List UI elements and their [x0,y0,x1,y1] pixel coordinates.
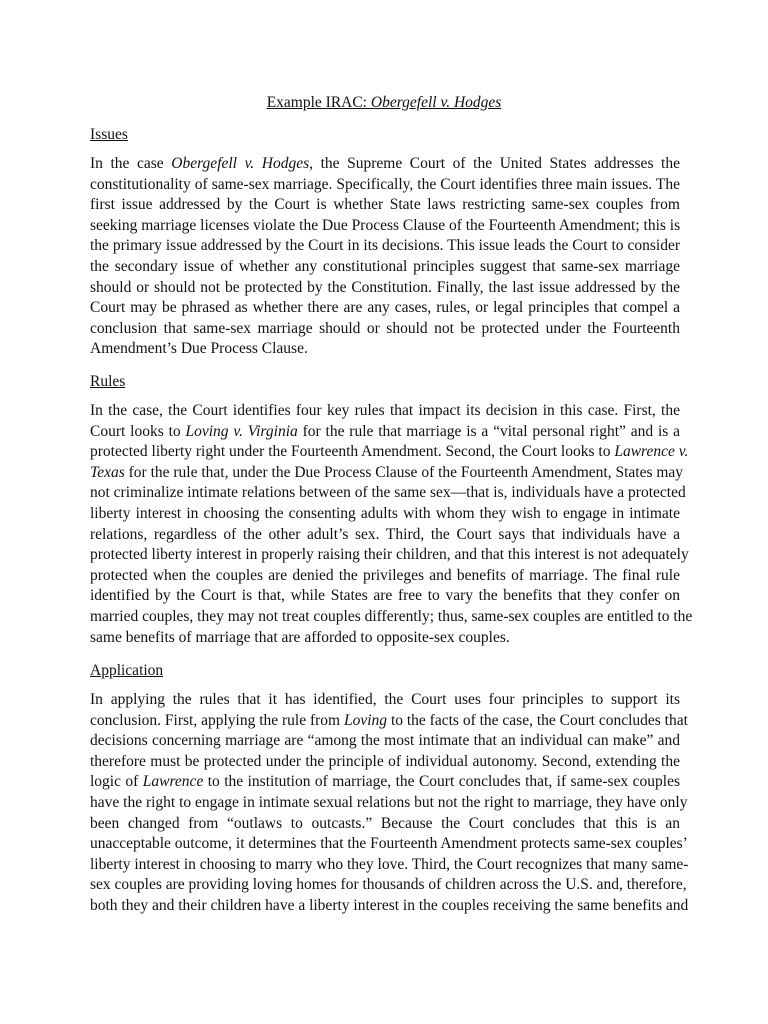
text-run: , the Supreme Court of the United States addresses the [309,155,680,172]
text-run: same benefits of marriage that are afforded to opposite-sex couples. [90,628,510,646]
paragraph-line [90,298,680,319]
paragraph-line [90,814,680,835]
paragraph-line [90,525,680,546]
text-run: logic of [90,773,143,791]
text-run: Court may be phrased as whether there are any cases, rules, or legal principles that compel a [90,299,680,317]
text-run: the secondary issue of whether any constitutional principles suggest that same-sex marriage [90,257,680,275]
text-run: therefore must be protected under the principle of individual autonomy. Second, extending the [90,752,680,770]
text-run: to the institution of marriage, the Court concludes that, if same-sex couples [203,773,680,791]
text-run: for the rule that, under the Due Process Clause of the Fourteenth Amendment, States may [124,463,684,481]
italic-case-name: Lawrence v. [614,443,689,461]
document-title [0,93,768,113]
text-run: constitutionality of same-sex marriage. Specifically, the Court identifies three main issues. The [90,175,680,193]
text-run: liberty interest in choosing the consenting adults with whom they wish to engage in intimate [90,504,680,522]
italic-case-name: Texas [90,463,125,481]
paragraph-line [90,731,680,752]
paragraph-line [90,690,680,711]
text-run: In the case, the Court identifies four key rules that impact its decision in this case. First, the [90,402,680,419]
text-run: liberty interest in choosing to marry who they love. Third, the Court recognizes that many same- [90,855,689,873]
paragraph-line [90,711,688,732]
italic-case-name: Obergefell v. Hodges [171,155,310,172]
text-run: married couples, they may not treat couples differently; thus, same-sex couples are entitled to the [90,607,693,625]
paragraph-line [90,772,680,793]
paragraph-line [90,319,680,340]
text-run: Court looks to [90,422,186,440]
text-run: both they and their children have a liberty interest in the couples receiving the same benefits and [90,896,689,914]
paragraph-line [90,586,680,607]
text-run: protected when the couples are denied the privileges and benefits of marriage. The final rule [90,566,680,584]
text-run: In the case [90,155,172,172]
text-run: relations, regardless of the other adult’s sex. Third, the Court says that individuals have a [90,525,680,543]
paragraph-line [90,422,680,443]
paragraph-line [90,896,689,917]
paragraph-line [90,195,680,216]
text-run: been changed from “outlaws to outcasts.” Because the Court concludes that this is an [90,814,680,832]
text-run: Amendment’s Due Process Clause. [90,340,308,358]
title-case-name: Obergefell v. Hodges [370,94,502,111]
italic-case-name: Loving [344,711,388,729]
paragraph-line [90,607,693,628]
text-run: have the right to engage in intimate sexual relations but not the right to marriage, they have only [90,793,688,811]
paragraph-line [90,855,689,876]
paragraph-line [90,463,684,484]
text-run: first issue addressed by the Court is whether State laws restricting same-sex couples from [90,196,680,214]
issues-paragraph [90,154,680,360]
italic-case-name: Lawrence [142,773,204,791]
paragraph-line [90,875,687,896]
paragraph-line [90,752,680,773]
paragraph-line [90,504,680,525]
application-heading: Application [90,662,164,679]
paragraph-line [90,216,680,237]
text-run: unacceptable outcome, it determines that the Fourteenth Amendment protects same-sex couples’ [90,835,688,853]
text-run: conclusion that same-sex marriage should or should not be protected under the Fourteenth [90,319,680,337]
title-prefix: Example IRAC: [266,94,371,111]
paragraph-line [90,545,689,566]
paragraph-line [90,154,680,175]
paragraph-line [90,175,680,196]
rules-paragraph [90,401,693,648]
text-run: protected liberty interest in properly raising their children, and that this interest is not adequately [90,546,689,564]
paragraph-line [90,257,680,278]
rules-heading: Rules [90,373,126,390]
paragraph-line [90,793,688,814]
paragraph-line [90,483,686,504]
issues-heading: Issues [90,126,128,143]
paragraph-line [90,278,680,299]
application-paragraph [90,690,689,917]
text-run: In applying the rules that it has identified, the Court uses four principles to support its [90,691,680,708]
text-run: not criminalize intimate relations between of the same sex—that is, individuals have a protected [90,484,686,502]
text-run: the primary issue addressed by the Court in its decisions. This issue leads the Court to consider [90,237,680,255]
italic-case-name: Loving v. Virginia [185,422,298,440]
text-run: to the facts of the case, the Court concludes that [387,711,688,729]
text-run: seeking marriage licenses violate the Due Process Clause of the Fourteenth Amendment; this is [90,216,681,234]
paragraph-line [90,339,680,360]
text-run: conclusion. First, applying the rule from [90,711,344,729]
paragraph-line [90,236,680,257]
paragraph-line [90,834,688,855]
paragraph-line [90,628,680,649]
paragraph-line [90,442,689,463]
paragraph-line [90,401,680,422]
text-run: for the rule that marriage is a “vital personal right” and is a [297,422,680,440]
text-run: identified by the Court is that, while States are free to vary the benefits that they confer on [90,587,680,605]
text-run: protected liberty right under the Fourteenth Amendment. Second, the Court looks to [90,443,615,461]
text-run: should or should not be protected by the Constitution. Finally, the last issue addressed by the [90,278,680,296]
text-run: decisions concerning marriage are “among the most intimate that an individual can make” and [90,732,680,750]
paragraph-line [90,566,680,587]
text-run: sex couples are providing loving homes for thousands of children across the U.S. and, therefore, [90,876,687,894]
